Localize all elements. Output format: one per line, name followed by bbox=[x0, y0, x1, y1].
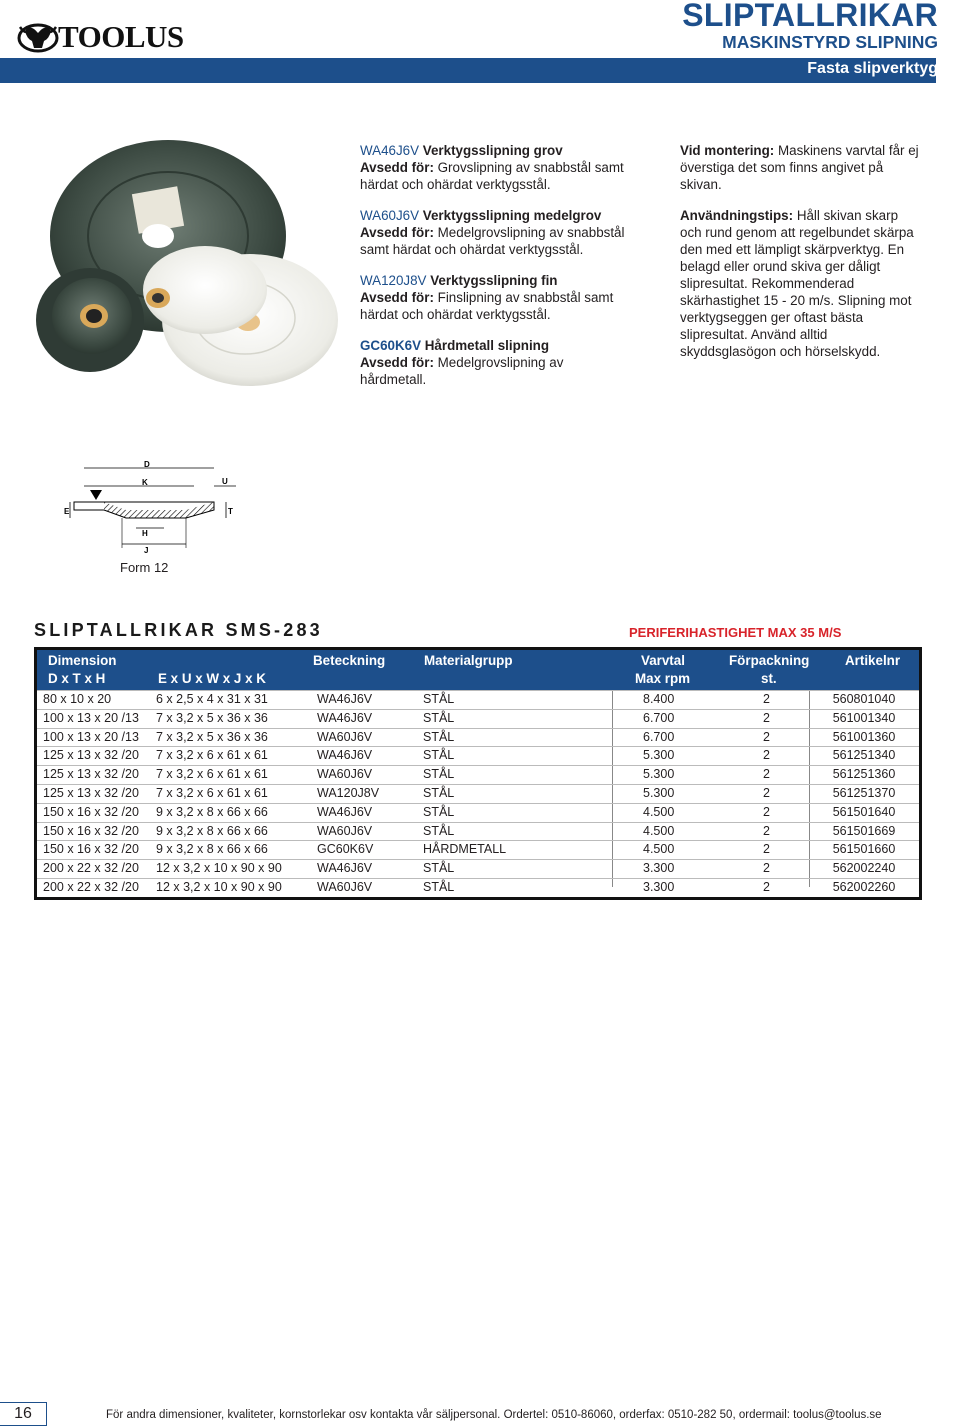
header-artikelnr: Artikelnr bbox=[845, 653, 901, 668]
cell-varvtal: 5.300 bbox=[643, 748, 675, 763]
tips-label: Användningstips: bbox=[680, 208, 794, 223]
cell-varvtal: 4.500 bbox=[643, 842, 675, 857]
cell-dimension: 125 x 13 x 32 /20 bbox=[43, 748, 139, 763]
cell-dimension: 150 x 16 x 32 /20 bbox=[43, 823, 139, 838]
cell-forpackning: 2 bbox=[763, 823, 770, 838]
header-varvtal: Varvtal bbox=[641, 653, 685, 668]
product-wa60j6v bbox=[360, 207, 625, 258]
grinding-wheels-photo bbox=[30, 140, 345, 400]
product-code: WA120J8V bbox=[360, 273, 427, 288]
cell-varvtal: 5.300 bbox=[643, 785, 675, 800]
cell-artikelnr: 560801040 bbox=[832, 692, 896, 706]
use-label: Avsedd för: bbox=[360, 160, 434, 175]
table-row bbox=[37, 822, 919, 841]
product-table bbox=[34, 647, 922, 900]
cell-dimension: 125 x 13 x 32 /20 bbox=[43, 767, 139, 782]
product-name: Verktygsslipning fin bbox=[430, 273, 558, 288]
product-code: WA46J6V bbox=[360, 143, 420, 158]
section-band-label: Fasta slipverktyg bbox=[807, 60, 938, 77]
cell-euwjk: 7 x 3,2 x 6 x 61 x 61 bbox=[156, 748, 268, 763]
use-label: Avsedd för: bbox=[360, 225, 434, 240]
cell-materialgrupp: HÅRDMETALL bbox=[423, 842, 507, 857]
table-row bbox=[37, 746, 919, 765]
cell-forpackning: 2 bbox=[763, 842, 770, 857]
mounting-note bbox=[680, 142, 920, 193]
product-use: Grovslipning av snabbstål samt härdat och ohärdat verktygsstål. bbox=[360, 160, 624, 192]
cell-euwjk: 12 x 3,2 x 10 x 90 x 90 bbox=[156, 861, 282, 876]
cell-artikelnr: 561001340 bbox=[832, 710, 896, 725]
cell-beteckning: WA60J6V bbox=[317, 823, 373, 838]
toolus-logo bbox=[16, 20, 184, 54]
logo-text: TOOLUS bbox=[58, 19, 184, 54]
cell-euwjk: 7 x 3,2 x 5 x 36 x 36 bbox=[156, 710, 268, 725]
cell-artikelnr: 561501640 bbox=[832, 804, 896, 819]
cell-beteckning: WA46J6V bbox=[317, 804, 373, 819]
table-row bbox=[37, 765, 919, 784]
usage-notes bbox=[680, 142, 920, 374]
table-row bbox=[37, 859, 919, 878]
cell-forpackning: 2 bbox=[763, 879, 770, 894]
page-number: 16 bbox=[0, 1402, 47, 1426]
dim-label-h: H bbox=[142, 529, 148, 538]
cell-beteckning: WA60J6V bbox=[317, 729, 373, 744]
cell-dimension: 150 x 16 x 32 /20 bbox=[43, 842, 139, 857]
cell-varvtal: 6.700 bbox=[643, 729, 675, 744]
cell-forpackning: 2 bbox=[763, 861, 770, 876]
table-row bbox=[37, 784, 919, 803]
use-label: Avsedd för: bbox=[360, 355, 434, 370]
cell-artikelnr: 561251340 bbox=[832, 748, 896, 763]
cell-materialgrupp: STÅL bbox=[423, 785, 455, 800]
cell-materialgrupp: STÅL bbox=[423, 729, 455, 744]
footer-contact: För andra dimensioner, kvaliteter, kornstorlekar osv kontakta vår säljpersonal. Ordertel: 0510-86060, orderfax: 0510-282 50, ordermail: toolus@toolus.se bbox=[106, 1409, 882, 1421]
cell-materialgrupp: STÅL bbox=[423, 692, 455, 706]
header-materialgrupp: Materialgrupp bbox=[424, 653, 513, 668]
cell-dimension: 125 x 13 x 32 /20 bbox=[43, 785, 139, 800]
cell-materialgrupp: STÅL bbox=[423, 767, 455, 782]
dim-label-t: T bbox=[228, 507, 233, 516]
cell-dimension: 150 x 16 x 32 /20 bbox=[43, 804, 139, 819]
cell-artikelnr: 561251370 bbox=[832, 785, 896, 800]
cell-artikelnr: 561501669 bbox=[832, 823, 896, 838]
cell-dimension: 100 x 13 x 20 /13 bbox=[43, 710, 139, 725]
header-maxrpm: Max rpm bbox=[635, 671, 691, 686]
header-st: st. bbox=[761, 671, 777, 686]
product-gc60k6v bbox=[360, 337, 625, 388]
cell-forpackning: 2 bbox=[763, 692, 770, 706]
cell-euwjk: 12 x 3,2 x 10 x 90 x 90 bbox=[156, 879, 282, 894]
header-euwjk: E x U x W x J x K bbox=[158, 671, 266, 686]
form-label: Form 12 bbox=[120, 560, 169, 575]
cell-beteckning: WA46J6V bbox=[317, 861, 373, 876]
cell-euwjk: 7 x 3,2 x 5 x 36 x 36 bbox=[156, 729, 268, 744]
cell-artikelnr: 562002240 bbox=[832, 861, 896, 876]
cell-materialgrupp: STÅL bbox=[423, 879, 455, 894]
cell-varvtal: 8.400 bbox=[643, 692, 675, 706]
table-row bbox=[37, 690, 919, 709]
cell-dimension: 100 x 13 x 20 /13 bbox=[43, 729, 139, 744]
cell-forpackning: 2 bbox=[763, 729, 770, 744]
dim-label-e: E bbox=[64, 507, 70, 516]
cell-materialgrupp: STÅL bbox=[423, 861, 455, 876]
cell-beteckning: WA60J6V bbox=[317, 767, 373, 782]
speed-note: PERIFERIHASTIGHET MAX 35 M/S bbox=[629, 625, 842, 640]
cell-forpackning: 2 bbox=[763, 748, 770, 763]
cell-beteckning: WA60J6V bbox=[317, 879, 373, 894]
cell-dimension: 80 x 10 x 20 bbox=[43, 692, 112, 706]
cell-varvtal: 6.700 bbox=[643, 710, 675, 725]
table-heading: SLIPTALLRIKAR SMS-283 bbox=[34, 620, 323, 640]
product-code: WA60J6V bbox=[360, 208, 420, 223]
cell-artikelnr: 562002260 bbox=[832, 879, 896, 894]
table-body bbox=[37, 690, 919, 897]
table-row bbox=[37, 840, 919, 859]
cell-beteckning: GC60K6V bbox=[317, 842, 374, 857]
product-wa120j8v bbox=[360, 272, 625, 323]
product-wa46j6v bbox=[360, 142, 625, 193]
mounting-text: Maskinens varvtal får ej överstiga det som finns angivet på skivan. bbox=[680, 143, 919, 192]
cell-euwjk: 9 x 3,2 x 8 x 66 x 66 bbox=[156, 804, 268, 819]
product-code: GC60K6V bbox=[360, 338, 422, 353]
dim-label-j: J bbox=[144, 546, 149, 555]
cell-dimension: 200 x 22 x 32 /20 bbox=[43, 861, 139, 876]
page-title: SLIPTALLRIKAR bbox=[682, 0, 938, 33]
cell-forpackning: 2 bbox=[763, 785, 770, 800]
dim-label-k: K bbox=[142, 478, 148, 487]
tips-text: Håll skivan skarp och rund genom att regelbundet skärpa den med ett lämpligt skärpverktyg. En belagd eller orund skiva ger dåligt slipresultat. Rekommenderad skärhastighet 15 - 20 m/s. Slipning mot verktygseggen ger oftast bästa slipresultat. Använd alltid skyddsglasögon och hörselskydd. bbox=[680, 208, 914, 359]
use-label: Avsedd för: bbox=[360, 290, 434, 305]
dim-label-d: D bbox=[144, 460, 150, 469]
section-band bbox=[0, 58, 936, 83]
cell-euwjk: 9 x 3,2 x 8 x 66 x 66 bbox=[156, 842, 268, 857]
product-use: Medelgrovslipning av hårdmetall. bbox=[360, 355, 564, 387]
cell-euwjk: 9 x 3,2 x 8 x 66 x 66 bbox=[156, 823, 268, 838]
cell-varvtal: 4.500 bbox=[643, 823, 675, 838]
product-use: Finslipning av snabbstål samt härdat och ohärdat verktygsstål. bbox=[360, 290, 614, 322]
cell-varvtal: 3.300 bbox=[643, 861, 675, 876]
cell-materialgrupp: STÅL bbox=[423, 748, 455, 763]
header-forpackning: Förpackning bbox=[729, 653, 810, 668]
cell-artikelnr: 561001360 bbox=[832, 729, 896, 744]
cell-beteckning: WA120J8V bbox=[317, 785, 380, 800]
cell-forpackning: 2 bbox=[763, 710, 770, 725]
page-subtitle: MASKINSTYRD SLIPNING bbox=[722, 32, 938, 52]
cell-materialgrupp: STÅL bbox=[423, 710, 455, 725]
header-dxtxh: D x T x H bbox=[48, 671, 106, 686]
cell-materialgrupp: STÅL bbox=[423, 804, 455, 819]
table-row bbox=[37, 728, 919, 747]
cell-euwjk: 7 x 3,2 x 6 x 61 x 61 bbox=[156, 767, 268, 782]
cell-beteckning: WA46J6V bbox=[317, 748, 373, 763]
cell-forpackning: 2 bbox=[763, 804, 770, 819]
tips-note bbox=[680, 207, 920, 360]
cell-varvtal: 3.300 bbox=[643, 879, 675, 894]
bull-logo-icon bbox=[16, 21, 60, 53]
wheel-profile-diagram bbox=[64, 458, 244, 558]
cell-artikelnr: 561501660 bbox=[832, 842, 896, 857]
cell-euwjk: 7 x 3,2 x 6 x 61 x 61 bbox=[156, 785, 268, 800]
header-dimension: Dimension bbox=[48, 653, 117, 668]
product-name: Verktygsslipning medelgrov bbox=[422, 208, 602, 223]
cell-dimension: 200 x 22 x 32 /20 bbox=[43, 879, 139, 894]
cell-varvtal: 4.500 bbox=[643, 804, 675, 819]
table-row bbox=[37, 803, 919, 822]
table-row bbox=[37, 709, 919, 728]
mounting-label: Vid montering: bbox=[680, 143, 775, 158]
cell-artikelnr: 561251360 bbox=[832, 767, 896, 782]
table-row bbox=[37, 878, 919, 897]
product-name: Hårdmetall slipning bbox=[424, 338, 550, 353]
cell-varvtal: 5.300 bbox=[643, 767, 675, 782]
product-name: Verktygsslipning grov bbox=[422, 143, 563, 158]
header-beteckning: Beteckning bbox=[313, 653, 386, 668]
table-header bbox=[37, 650, 919, 690]
cell-forpackning: 2 bbox=[763, 767, 770, 782]
cell-beteckning: WA46J6V bbox=[317, 692, 373, 706]
cell-materialgrupp: STÅL bbox=[423, 823, 455, 838]
product-descriptions bbox=[360, 142, 625, 402]
dim-label-u: U bbox=[222, 477, 228, 486]
cell-beteckning: WA46J6V bbox=[317, 710, 373, 725]
product-use: Medelgrovslipning av snabbstål samt härdat och ohärdat verktygsstål. bbox=[360, 225, 625, 257]
cell-euwjk: 6 x 2,5 x 4 x 31 x 31 bbox=[156, 692, 268, 706]
